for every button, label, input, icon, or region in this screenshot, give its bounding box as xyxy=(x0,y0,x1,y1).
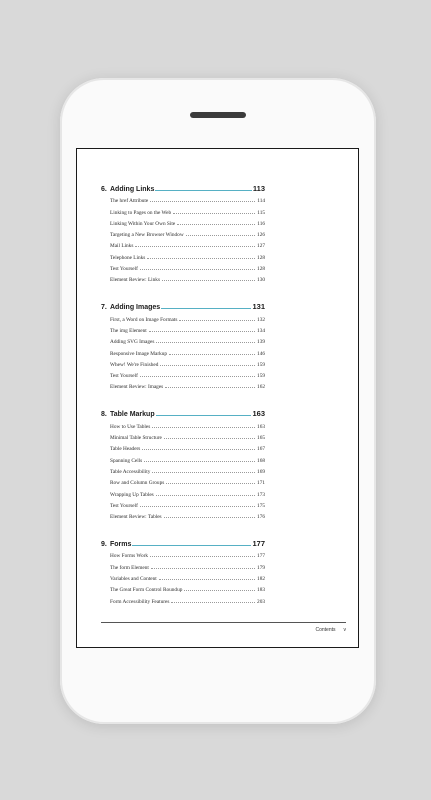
chapter-number: 7. xyxy=(101,304,107,312)
entry-dots xyxy=(166,483,255,484)
entry-dots xyxy=(144,461,255,462)
entry-page: 182 xyxy=(257,576,265,583)
entry-dots xyxy=(142,449,255,450)
entry-title: Element Review: Tables xyxy=(110,514,162,521)
entry-title: Telephone Links xyxy=(110,254,146,261)
entry-title: Linking Within Your Own Site xyxy=(110,220,176,227)
chapter-title: Adding Images xyxy=(110,304,161,312)
toc-entry[interactable] xyxy=(110,272,265,283)
entry-page: 175 xyxy=(257,502,265,509)
toc-entry[interactable] xyxy=(110,357,265,368)
chapter-title: Forms xyxy=(110,541,132,549)
footer-label: Contents xyxy=(315,627,336,633)
entry-title: Form Accessibility Features xyxy=(110,598,170,605)
entry-dots xyxy=(152,427,255,428)
toc-entry[interactable] xyxy=(110,593,265,604)
entry-dots xyxy=(179,320,255,321)
chapter-leader-line xyxy=(156,415,252,416)
entry-title: Test Yourself xyxy=(110,502,138,509)
chapter-page: 131 xyxy=(252,302,265,312)
table-of-contents xyxy=(101,181,265,621)
toc-entry[interactable] xyxy=(110,311,265,322)
entry-dots xyxy=(169,354,255,355)
entry-title: How to Use Tables xyxy=(110,423,151,430)
entry-page: 127 xyxy=(257,243,265,250)
entry-page: 128 xyxy=(257,254,265,261)
entry-dots xyxy=(156,342,255,343)
entry-title: Targeting a New Browser Window xyxy=(110,232,184,239)
toc-entry[interactable] xyxy=(110,464,265,475)
entry-dots xyxy=(152,472,255,473)
toc-entry[interactable] xyxy=(110,441,265,452)
entry-page: 165 xyxy=(257,435,265,442)
entry-dots xyxy=(140,376,255,377)
chapter-8 xyxy=(101,406,265,520)
entry-title: Table Accessibility xyxy=(110,468,151,475)
footer-page-number: v xyxy=(343,627,346,633)
toc-entry[interactable] xyxy=(110,227,265,238)
chapter-leader-line xyxy=(155,190,252,191)
entry-page: 168 xyxy=(257,457,265,464)
entry-page: 146 xyxy=(257,350,265,357)
entry-page: 183 xyxy=(257,587,265,594)
entry-dots xyxy=(140,506,255,507)
entry-dots xyxy=(164,517,255,518)
entry-dots xyxy=(160,365,255,366)
entry-title: Variables and Content xyxy=(110,576,157,583)
chapter-page: 113 xyxy=(252,184,265,193)
entry-title: Row and Column Groups xyxy=(110,480,165,487)
entry-page: 176 xyxy=(257,514,265,521)
chapter-number: 6. xyxy=(101,186,107,193)
entry-dots xyxy=(147,258,255,259)
toc-entry[interactable] xyxy=(110,238,265,249)
entry-page: 162 xyxy=(257,384,265,391)
toc-entry[interactable] xyxy=(110,334,265,345)
entry-page: 159 xyxy=(257,373,265,380)
toc-entry[interactable] xyxy=(110,368,265,379)
entry-title: Responsive Image Markup xyxy=(110,350,168,357)
toc-entry[interactable] xyxy=(110,379,265,390)
chapter-title: Adding Links xyxy=(110,186,155,193)
entry-title: The img Element xyxy=(110,327,147,334)
entry-dots xyxy=(149,331,255,332)
toc-entry[interactable] xyxy=(110,452,265,463)
entry-title: First, a Word on Image Formats xyxy=(110,316,178,323)
entry-page: 167 xyxy=(257,446,265,453)
entry-dots xyxy=(184,590,255,591)
entry-title: Whew! We're Finished xyxy=(110,361,159,368)
entry-dots xyxy=(177,224,255,225)
entry-page: 179 xyxy=(257,564,265,571)
entry-dots xyxy=(135,246,255,247)
entry-title: The form Element xyxy=(110,564,149,571)
chapter-heading[interactable] xyxy=(101,406,265,418)
entry-page: 126 xyxy=(257,232,265,239)
chapter-leader-line xyxy=(161,308,251,309)
ebook-screen[interactable] xyxy=(76,148,359,648)
entry-dots xyxy=(171,602,255,603)
entry-title: Test Yourself xyxy=(110,266,138,273)
entry-page: 134 xyxy=(257,327,265,334)
entry-page: 203 xyxy=(257,598,265,605)
entry-title: Wrapping Up Tables xyxy=(110,491,154,498)
entry-dots xyxy=(173,213,255,214)
page-footer xyxy=(315,627,346,633)
toc-entry[interactable] xyxy=(110,193,265,204)
toc-entry[interactable] xyxy=(110,498,265,509)
entry-page: 169 xyxy=(257,468,265,475)
entry-title: The href Attribute xyxy=(110,198,149,205)
entry-dots xyxy=(162,280,255,281)
entry-dots xyxy=(150,201,255,202)
toc-entry[interactable] xyxy=(110,323,265,334)
toc-entry[interactable] xyxy=(110,345,265,356)
chapter-heading[interactable] xyxy=(101,181,265,193)
chapter-number: 8. xyxy=(101,411,107,419)
chapter-page: 163 xyxy=(252,409,265,419)
entry-title: Minimal Table Structure xyxy=(110,435,162,442)
toc-entry[interactable] xyxy=(110,486,265,497)
entry-title: Table Headers xyxy=(110,446,141,453)
toc-entry[interactable] xyxy=(110,582,265,593)
chapter-9 xyxy=(101,536,265,604)
toc-entry[interactable] xyxy=(110,261,265,272)
entry-title: Linking to Pages on the Web xyxy=(110,209,172,216)
entry-dots xyxy=(165,387,255,388)
entry-title: Spanning Cells xyxy=(110,457,143,464)
entry-title: How Forms Work xyxy=(110,553,149,560)
chapter-heading[interactable] xyxy=(101,299,265,311)
toc-entry[interactable] xyxy=(110,548,265,559)
phone-speaker xyxy=(190,112,246,118)
chapter-6 xyxy=(101,181,265,283)
entry-dots xyxy=(150,556,255,557)
toc-entry[interactable] xyxy=(110,571,265,582)
entry-page: 130 xyxy=(257,277,265,284)
toc-entry[interactable] xyxy=(110,475,265,486)
entry-page: 115 xyxy=(257,209,265,216)
entry-title: The Great Form Control Roundup xyxy=(110,587,183,594)
toc-entry[interactable] xyxy=(110,249,265,260)
toc-entry[interactable] xyxy=(110,216,265,227)
chapter-title: Table Markup xyxy=(110,411,155,419)
footer-rule xyxy=(101,622,346,623)
entry-page: 177 xyxy=(257,553,265,560)
entry-page: 171 xyxy=(257,480,265,487)
chapter-7 xyxy=(101,299,265,390)
toc-entry[interactable] xyxy=(110,430,265,441)
entry-dots xyxy=(140,269,255,270)
chapter-heading[interactable] xyxy=(101,536,265,548)
entry-page: 173 xyxy=(257,491,265,498)
entry-title: Test Yourself xyxy=(110,373,138,380)
entry-page: 128 xyxy=(257,266,265,273)
toc-entry[interactable] xyxy=(110,418,265,429)
entry-page: 116 xyxy=(257,220,265,227)
toc-entry[interactable] xyxy=(110,509,265,520)
entry-page: 159 xyxy=(257,361,265,368)
chapter-number: 9. xyxy=(101,541,107,549)
entry-dots xyxy=(164,438,255,439)
entry-dots xyxy=(156,495,255,496)
toc-entry[interactable] xyxy=(110,204,265,215)
entry-dots xyxy=(159,579,255,580)
entry-title: Element Review: Links xyxy=(110,277,161,284)
entry-title: Mail Links xyxy=(110,243,134,250)
entry-page: 114 xyxy=(257,198,265,205)
toc-entry[interactable] xyxy=(110,559,265,570)
entry-title: Adding SVG Images xyxy=(110,339,155,346)
entry-page: 139 xyxy=(257,339,265,346)
entry-dots xyxy=(151,568,255,569)
chapter-leader-line xyxy=(132,545,251,546)
entry-dots xyxy=(186,235,255,236)
entry-page: 163 xyxy=(257,423,265,430)
chapter-page: 177 xyxy=(252,539,265,549)
entry-title: Element Review: Images xyxy=(110,384,164,391)
entry-page: 132 xyxy=(257,316,265,323)
